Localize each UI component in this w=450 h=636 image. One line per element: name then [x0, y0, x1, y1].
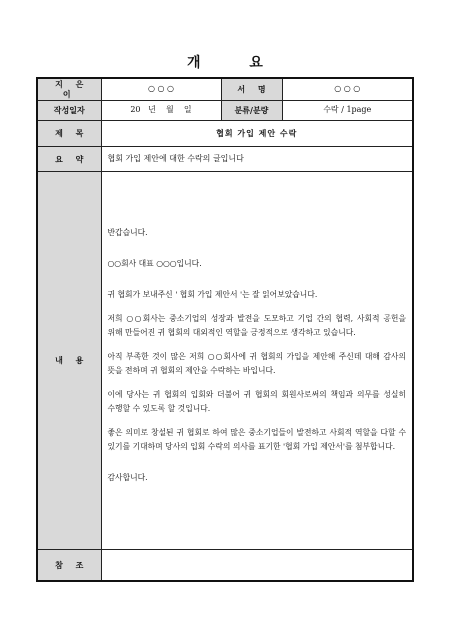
overview-form-table: [36, 77, 414, 582]
content-paragraph: 저희 ○○회사는 중소기업의 성장과 발전을 도모하고 기업 간의 협력, 사회적 공헌을 위해 만들어진 귀 협회의 대외적인 역할을 긍정적으로 생각하고 있습니다.: [107, 313, 406, 337]
reference-row: [37, 549, 413, 581]
content-body: [101, 171, 413, 549]
category-label: 분류/분량: [221, 100, 282, 120]
subject-value: 협회 가입 제안 수락: [101, 120, 413, 146]
content-label: 내 용: [37, 171, 101, 549]
author-label: 지 은 이: [37, 78, 101, 100]
signature-value: ○ ○ ○: [282, 78, 413, 100]
content-paragraph: 감사합니다.: [107, 472, 148, 482]
content-paragraph: ○○회사 대표 ○○○입니다.: [107, 258, 202, 268]
summary-row: [37, 146, 413, 171]
date-label: 작성일자: [37, 100, 101, 120]
content-paragraph: 좋은 의미로 창설된 귀 협회로 하여 많은 중소기업들이 발전하고 사회적 역할을 다할 수 있기를 기대하며 당사의 입회 수락의 의사를 표기한 '협회 가입 제안서'를 첨부합니다.: [107, 427, 406, 451]
content-paragraph: 반갑습니다.: [107, 227, 148, 237]
date-value: 20 년 월 일: [101, 100, 221, 120]
author-row: [37, 78, 413, 100]
document-title: 개 요: [187, 55, 285, 71]
subject-row: [37, 120, 413, 146]
subject-label: 제 목: [37, 120, 101, 146]
summary-value: 협회 가입 제안에 대한 수락의 글입니다: [101, 146, 413, 171]
category-value: 수락 / 1page: [282, 100, 413, 120]
content-paragraph: 이에 당사는 귀 협회의 입회와 더불어 귀 협회의 회원사로써의 책임과 의무를 성실히 수행할 수 있도록 할 것입니다.: [107, 389, 406, 413]
date-row: [37, 100, 413, 120]
content-paragraph: 아직 부족한 것이 많은 저희 ○○회사에 귀 협회의 가입을 제안해 주신데 대해 감사의 뜻을 전하며 귀 협회의 제안을 수락하는 바입니다.: [107, 351, 406, 375]
content-paragraph: 귀 협회가 보내주신 ' 협회 가입 제안서 '는 잘 읽어보았습니다.: [107, 289, 318, 299]
signature-label: 서 명: [221, 78, 282, 100]
author-value: ○ ○ ○: [101, 78, 221, 100]
content-row: [37, 171, 413, 549]
reference-label: 참 조: [37, 549, 101, 581]
reference-value: [101, 549, 413, 581]
summary-label: 요 약: [37, 146, 101, 171]
